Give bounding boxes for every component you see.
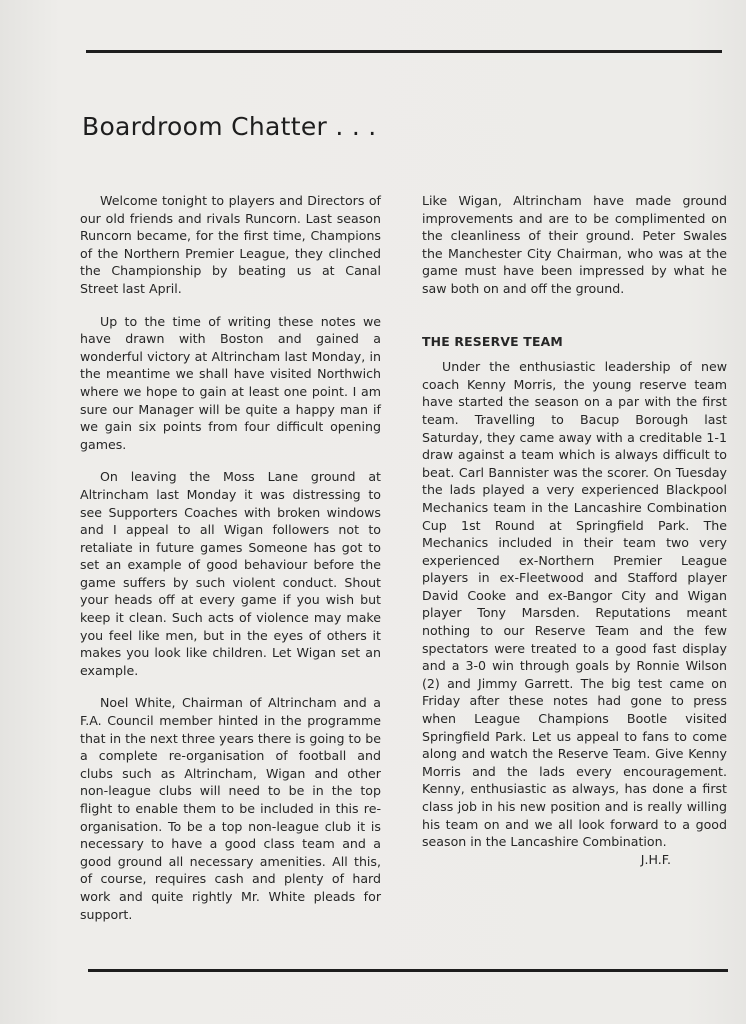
- paragraph: Like Wigan, Altrincham have made ground improvements and are to be complimented on the cleanliness of their ground. Peter Swales the Manchester City Chairman, who was at the game must have been impressed by what he saw both on and off the ground.: [422, 193, 727, 296]
- paragraph: On leaving the Moss Lane ground at Altrincham last Monday it was distressing to see Supporters Coaches with broken windows and I appeal to all Wigan followers not to retaliate in future games Someone has got to set an example of good behaviour before the game suffers by such violent conduct. Shout your heads off at every game if you wish but keep it clean. Such acts of violence may make you feel like men, but in the eyes of others it makes you look like children. Let Wigan set an example.: [80, 469, 381, 678]
- right-column: [422, 192, 727, 868]
- article-title: Boardroom Chatter . . .: [82, 112, 377, 141]
- paragraph: Up to the time of writing these notes we have drawn with Boston and gained a wonderful victory at Altrincham last Monday, in the meantime we shall have visited Northwich where we hope to gain at least one point. I am sure our Manager will be quite a happy man if we gain six points from four difficult opening games.: [80, 313, 381, 452]
- paragraph: Welcome tonight to players and Directors of our old friends and rivals Runcorn. Last season Runcorn became, for the first time, Champions of the Northern Premier League, they clinched the Championship by beating us at Canal Street last April.: [80, 193, 381, 296]
- paragraph: Noel White, Chairman of Altrincham and a F.A. Council member hinted in the programme that in the next three years there is going to be a complete re-organisation of football and clubs such as Altrincham, Wigan and other non-league clubs will need to be in the top flight to enable them to be included in this re-organisation. To be a top non-league club it is necessary to have a good class team and a good ground all necessary amenities. All this, of course, requires cash and plenty of hard work and quite rightly Mr. White pleads for support.: [80, 695, 381, 922]
- author-signoff: J.H.F.: [640, 851, 671, 867]
- section-heading: THE RESERVE TEAM: [422, 333, 563, 349]
- top-rule: [86, 50, 722, 53]
- bottom-rule: [88, 969, 728, 972]
- left-column: [80, 192, 381, 938]
- paragraph: Under the enthusiastic leadership of new coach Kenny Morris, the young reserve team have started the season on a par with the first team. Travelling to Bacup Borough last Saturday, they came away with a creditable 1-1 draw against a team which is always difficult to beat. Carl Bannister was the scorer. On Tuesday the lads played a very experienced Blackpool Mechanics team in the Lancashire Combination Cup 1st Round at Springfield Park. The Mechanics included in their team two very experienced ex-Northern Premier League players in ex-Fleetwood and Stafford player David Cooke and ex-Bangor City and Wigan player Tony Marsden. Reputations meant nothing to our Reserve Team and the few spectators were treated to a good fast display and a 3-0 win through goals by Ronnie Wilson (2) and Jimmy Garrett. The big test came on Friday after these notes had gone to press when League Champions Bootle visited Springfield Park. Let us appeal to fans to come along and watch the Reserve Team. Give Kenny Morris and the lads every encouragement. Kenny, enthusiastic as always, has done a first class job in his new position and is really willing his team on and we all look forward to a good season in the Lancashire Combination.: [422, 359, 727, 850]
